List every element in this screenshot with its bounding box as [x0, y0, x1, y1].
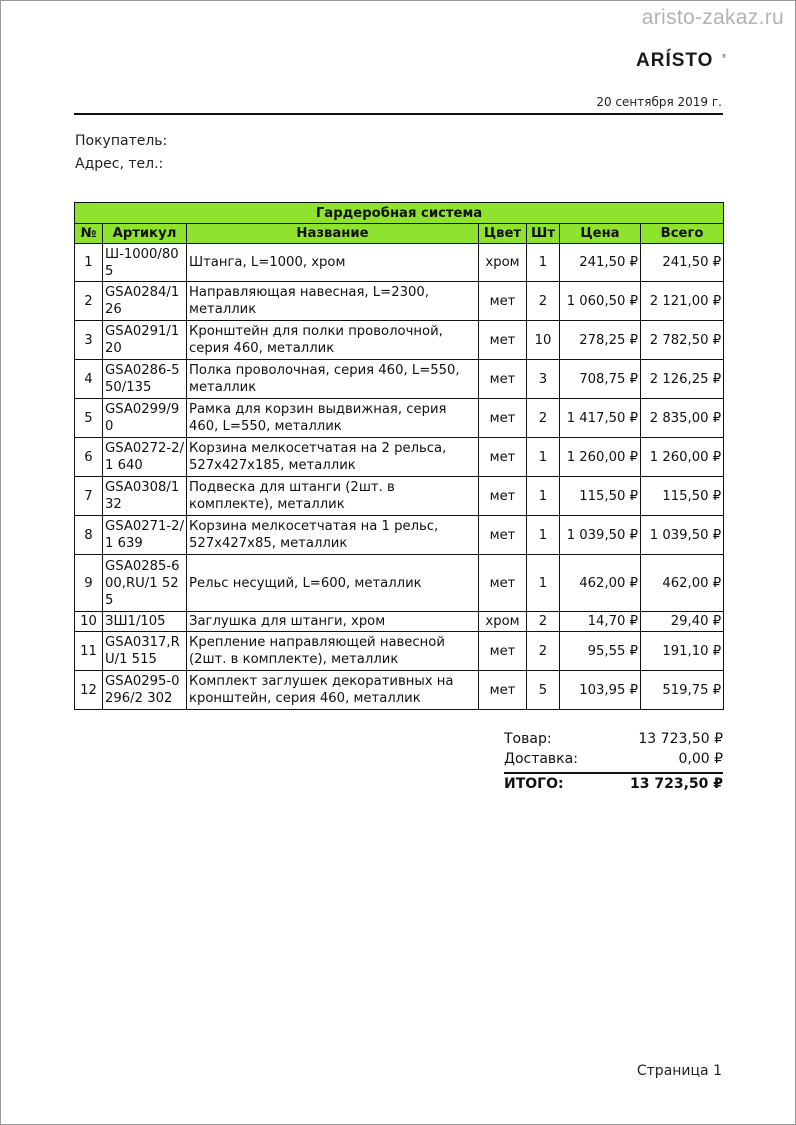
row-price: 103,95 ₽	[560, 671, 641, 710]
header-quantity: Шт	[527, 224, 560, 244]
row-total: 2 835,00 ₽	[641, 399, 724, 438]
row-number: 6	[75, 438, 103, 477]
row-name: Кронштейн для полки проволочной, серия 460, металлик	[187, 321, 479, 360]
row-name: Заглушка для штанги, хром	[187, 612, 479, 632]
document-date: 20 сентября 2019 г.	[596, 95, 722, 109]
row-number: 9	[75, 555, 103, 612]
site-watermark: aristo-zakaz.ru	[641, 6, 784, 29]
row-price: 462,00 ₽	[560, 555, 641, 612]
row-price: 1 260,00 ₽	[560, 438, 641, 477]
row-article: ЗШ1/105	[103, 612, 187, 632]
row-name: Полка проволочная, серия 460, L=550, металлик	[187, 360, 479, 399]
row-price: 1 060,50 ₽	[560, 282, 641, 321]
row-total: 462,00 ₽	[641, 555, 724, 612]
row-number: 11	[75, 632, 103, 671]
row-color: мет	[479, 671, 527, 710]
row-color: мет	[479, 555, 527, 612]
row-name: Корзина мелкосетчатая на 1 рельс, 527x427x85, металлик	[187, 516, 479, 555]
row-number: 2	[75, 282, 103, 321]
row-article: GSA0308/132	[103, 477, 187, 516]
delivery-label: Доставка:	[504, 751, 578, 767]
row-name: Направляющая навесная, L=2300, металлик	[187, 282, 479, 321]
aristo-logo	[636, 50, 726, 72]
row-quantity: 1	[527, 244, 560, 282]
row-number: 5	[75, 399, 103, 438]
row-color: мет	[479, 282, 527, 321]
row-article: GSA0285-600,RU/1 525	[103, 555, 187, 612]
row-color: мет	[479, 321, 527, 360]
row-quantity: 10	[527, 321, 560, 360]
row-number: 7	[75, 477, 103, 516]
row-color: мет	[479, 399, 527, 438]
row-total: 519,75 ₽	[641, 671, 724, 710]
row-name: Корзина мелкосетчатая на 2 рельса, 527x427x185, металлик	[187, 438, 479, 477]
row-article: GSA0286-550/135	[103, 360, 187, 399]
row-price: 1 039,50 ₽	[560, 516, 641, 555]
table-row	[75, 671, 724, 710]
row-name: Рельс несущий, L=600, металлик	[187, 555, 479, 612]
table-row	[75, 516, 724, 555]
row-total: 115,50 ₽	[641, 477, 724, 516]
row-color: мет	[479, 477, 527, 516]
row-total: 29,40 ₽	[641, 612, 724, 632]
row-quantity: 2	[527, 612, 560, 632]
items-table	[74, 202, 724, 710]
logo-text: ARÍSTO	[636, 50, 714, 71]
row-total: 241,50 ₽	[641, 244, 724, 282]
row-quantity: 2	[527, 399, 560, 438]
row-number: 3	[75, 321, 103, 360]
row-quantity: 1	[527, 438, 560, 477]
header-total: Всего	[641, 224, 724, 244]
logo-trademark: ®	[722, 54, 726, 60]
grand-total-value: 13 723,50 ₽	[630, 776, 723, 792]
row-quantity: 3	[527, 360, 560, 399]
header-color: Цвет	[479, 224, 527, 244]
row-price: 95,55 ₽	[560, 632, 641, 671]
header-price: Цена	[560, 224, 641, 244]
row-total: 2 126,25 ₽	[641, 360, 724, 399]
row-article: GSA0299/90	[103, 399, 187, 438]
totals-divider	[504, 772, 723, 774]
row-price: 278,25 ₽	[560, 321, 641, 360]
row-number: 1	[75, 244, 103, 282]
header-name: Название	[187, 224, 479, 244]
row-article: GSA0284/126	[103, 282, 187, 321]
row-price: 708,75 ₽	[560, 360, 641, 399]
row-quantity: 5	[527, 671, 560, 710]
row-total: 1 039,50 ₽	[641, 516, 724, 555]
row-article: GSA0295-0296/2 302	[103, 671, 187, 710]
row-quantity: 2	[527, 632, 560, 671]
row-price: 14,70 ₽	[560, 612, 641, 632]
row-article: Ш-1000/805	[103, 244, 187, 282]
goods-label: Товар:	[504, 731, 552, 747]
row-name: Штанга, L=1000, хром	[187, 244, 479, 282]
header-number: №	[75, 224, 103, 244]
table-row	[75, 477, 724, 516]
row-quantity: 1	[527, 516, 560, 555]
grand-total-label: ИТОГО:	[504, 776, 564, 792]
row-total: 1 260,00 ₽	[641, 438, 724, 477]
row-article: GSA0317,RU/1 515	[103, 632, 187, 671]
delivery-value: 0,00 ₽	[678, 751, 723, 767]
row-color: мет	[479, 516, 527, 555]
row-color: хром	[479, 244, 527, 282]
row-total: 191,10 ₽	[641, 632, 724, 671]
table-row	[75, 282, 724, 321]
row-name: Комплект заглушек декоративных на кронштейн, серия 460, металлик	[187, 671, 479, 710]
row-name: Рамка для корзин выдвижная, серия 460, L=550, металлик	[187, 399, 479, 438]
table-row	[75, 321, 724, 360]
row-total: 2 782,50 ₽	[641, 321, 724, 360]
table-row	[75, 360, 724, 399]
row-quantity: 1	[527, 477, 560, 516]
page-number: Страница 1	[636, 1063, 722, 1079]
row-number: 12	[75, 671, 103, 710]
table-row	[75, 632, 724, 671]
table-row	[75, 438, 724, 477]
goods-value: 13 723,50 ₽	[638, 731, 723, 747]
row-number: 8	[75, 516, 103, 555]
row-name: Подвеска для штанги (2шт. в комплекте), металлик	[187, 477, 479, 516]
buyer-label: Покупатель:	[75, 133, 168, 149]
row-number: 4	[75, 360, 103, 399]
row-price: 115,50 ₽	[560, 477, 641, 516]
table-title: Гардеробная система	[75, 203, 724, 224]
row-total: 2 121,00 ₽	[641, 282, 724, 321]
table-row	[75, 555, 724, 612]
table-row	[75, 244, 724, 282]
row-article: GSA0272-2/1 640	[103, 438, 187, 477]
row-color: мет	[479, 360, 527, 399]
row-color: мет	[479, 438, 527, 477]
row-price: 1 417,50 ₽	[560, 399, 641, 438]
table-row	[75, 399, 724, 438]
row-article: GSA0291/120	[103, 321, 187, 360]
row-color: мет	[479, 632, 527, 671]
row-name: Крепление направляющей навесной (2шт. в комплекте), металлик	[187, 632, 479, 671]
row-price: 241,50 ₽	[560, 244, 641, 282]
row-quantity: 1	[527, 555, 560, 612]
table-row	[75, 612, 724, 632]
row-quantity: 2	[527, 282, 560, 321]
table-title-row	[75, 203, 724, 224]
row-color: хром	[479, 612, 527, 632]
row-number: 10	[75, 612, 103, 632]
header-divider	[74, 113, 723, 115]
header-article: Артикул	[103, 224, 187, 244]
address-label: Адрес, тел.:	[75, 156, 164, 172]
table-header-row	[75, 224, 724, 244]
row-article: GSA0271-2/1 639	[103, 516, 187, 555]
